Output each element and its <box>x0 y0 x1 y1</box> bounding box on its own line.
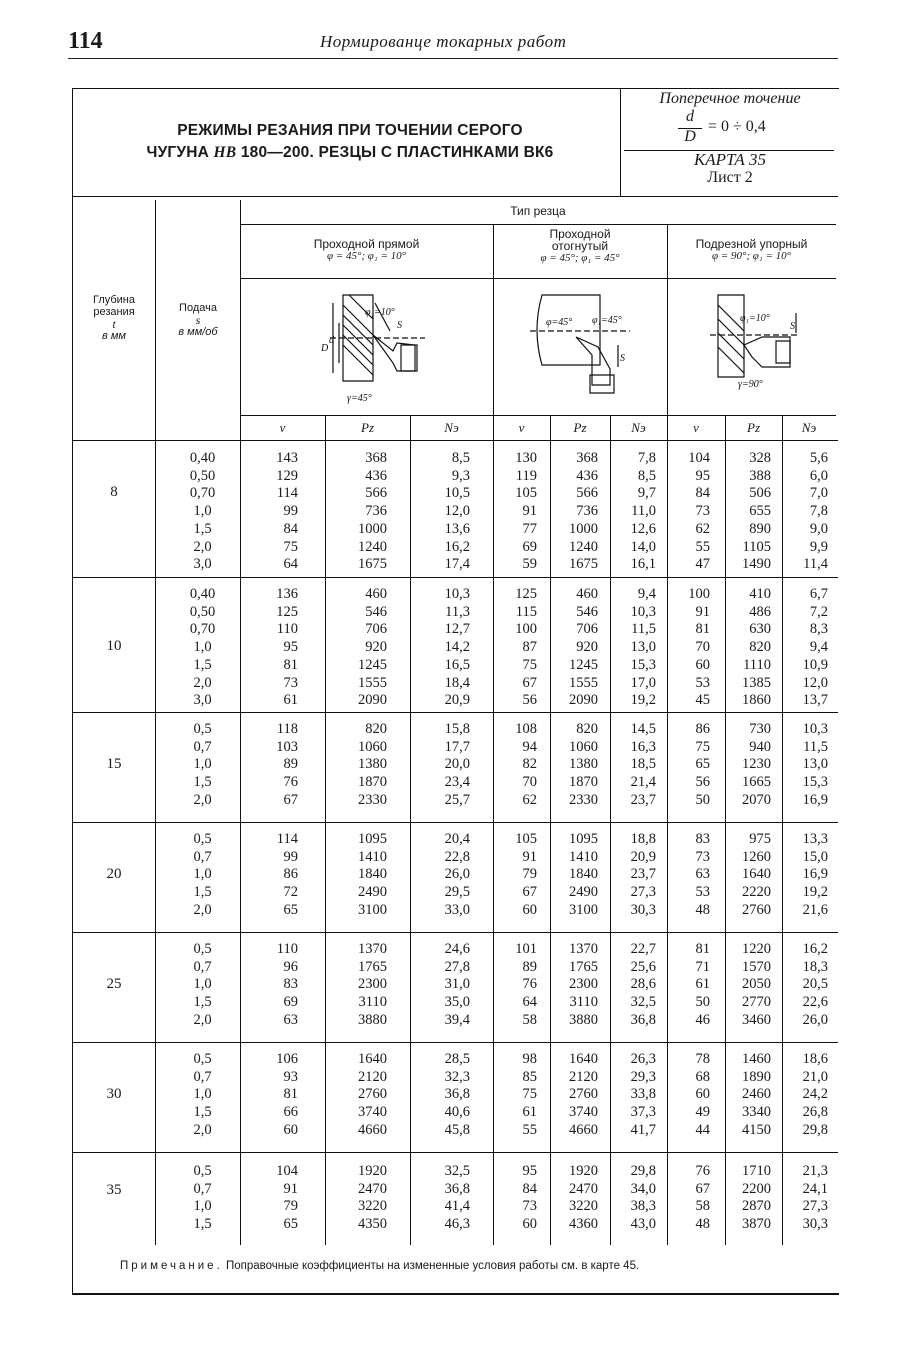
tool-3-v-column: 104 95 84 73 62 55 47 <box>688 450 710 573</box>
tool-2-v-column: 98 85 75 61 55 <box>522 1051 537 1138</box>
sketch-label: φ₁=45° <box>592 315 622 326</box>
sketch-label: S <box>790 321 795 332</box>
feed-column: 0,40 0,50 0,70 1,0 1,5 2,0 3,0 <box>189 450 216 573</box>
tool-2-v-column: 101 89 76 64 58 <box>515 941 537 1028</box>
sub-header-v: v <box>518 420 525 435</box>
tool-3-pz-column: 328 388 506 655 890 1105 1490 <box>742 450 771 573</box>
footnote-text: Поправочные коэффициенты на измененные условия работы см. в карте 45. <box>222 1260 640 1272</box>
tool-3-pz-column: 975 1260 1640 2220 2760 <box>742 831 771 918</box>
col-feed-header: Подача s в мм/об <box>178 302 218 338</box>
tool-1-v-column: 136 125 110 95 81 73 61 <box>276 586 298 709</box>
tool-2-v-column: 125 115 100 87 75 67 56 <box>515 586 537 709</box>
sketch-label: D <box>321 343 329 354</box>
group-separator <box>72 822 838 823</box>
tool-1-header: Проходной прямой φ = 45°; φ₁ = 10° <box>313 237 420 262</box>
tool-3-pz-column: 1220 1570 2050 2770 3460 <box>742 941 771 1028</box>
tool-2-pz-column: 820 1060 1380 1870 2330 <box>569 721 598 808</box>
tool-3-n-column: 13,3 15,0 16,9 19,2 21,6 <box>802 831 828 918</box>
sub-divider <box>725 415 726 1245</box>
tool-2-v-column: 108 94 82 70 62 <box>515 721 537 808</box>
tool-1-n-column: 32,5 36,8 41,4 46,3 <box>444 1163 470 1233</box>
info-formula: d D = 0 ÷ 0,4 <box>622 108 838 152</box>
title-info-divider <box>620 88 621 196</box>
feed-column: 0,5 0,7 1,0 1,5 2,0 <box>193 941 212 1028</box>
sketch-label: γ=90° <box>738 379 763 390</box>
sketch-label: φ=45° <box>546 317 573 328</box>
running-head: Нормированце токарных работ <box>320 32 567 51</box>
tool-3-header: Подрезной упорный φ = 90°; φ₁ = 10° <box>695 237 808 262</box>
tool-1-n-column: 20,4 22,8 26,0 29,5 33,0 <box>444 831 470 918</box>
tool-3-v-column: 76 67 58 48 <box>695 1163 710 1233</box>
tool-2-pz-column: 1640 2120 2760 3740 4660 <box>569 1051 598 1138</box>
tool-2-n-column: 29,8 34,0 38,3 43,0 <box>630 1163 656 1233</box>
group-separator <box>72 712 838 713</box>
sketch-label: d <box>329 335 334 346</box>
tool-3-v-column: 81 71 61 50 46 <box>695 941 710 1028</box>
card-title <box>90 120 610 164</box>
sketch-label: φ₁=10° <box>740 313 770 324</box>
tool-name-rule <box>240 278 836 279</box>
header-bottom-rule <box>72 440 838 441</box>
tool-1-v-column: 104 91 79 65 <box>276 1163 298 1233</box>
tool-3-n-column: 21,3 24,1 27,3 30,3 <box>802 1163 828 1233</box>
col-depth-divider <box>155 200 156 1245</box>
tool-1-pz-column: 1370 1765 2300 3110 3880 <box>358 941 387 1028</box>
tool-3-n-column: 10,3 11,5 13,0 15,3 16,9 <box>802 721 828 808</box>
footnote-label: Примечание. <box>120 1260 223 1272</box>
tool-3-v-column: 100 91 81 70 60 53 45 <box>688 586 710 709</box>
depth-value: 15 <box>106 756 122 772</box>
tool-2-n-column: 26,3 29,3 33,8 37,3 41,7 <box>630 1051 656 1138</box>
tool-3-v-column: 83 73 63 53 48 <box>695 831 710 918</box>
sub-divider <box>610 415 611 1245</box>
tool-3-pz-column: 410 486 630 820 1110 1385 1860 <box>742 586 771 709</box>
tool-1-v-column: 114 99 86 72 65 <box>276 831 298 918</box>
tool-2-header: Проходной отогнутый φ = 45°; φ₁ = 45° <box>540 227 620 264</box>
tool-3-n-column: 5,6 6,0 7,0 7,8 9,0 9,9 11,4 <box>803 450 828 573</box>
tool-3-pz-column: 1460 1890 2460 3340 4150 <box>742 1051 771 1138</box>
sub-header-v: v <box>279 420 286 435</box>
tool-2-pz-column: 1370 1765 2300 3110 3880 <box>569 941 598 1028</box>
tool-divider-1 <box>493 224 494 1245</box>
sketch-rule <box>240 415 836 416</box>
feed-column: 0,5 0,7 1,0 1,5 2,0 <box>193 831 212 918</box>
tool-2-sketch <box>520 285 650 410</box>
sub-header-pz: Pz <box>361 420 374 435</box>
tool-1-sketch <box>305 283 445 413</box>
info-card-number: КАРТА 35 <box>693 150 767 169</box>
depth-value: 20 <box>106 866 122 882</box>
info-sheet: Лист 2 <box>707 169 753 186</box>
tool-2-pz-column: 1095 1410 1840 2490 3100 <box>569 831 598 918</box>
tool-1-pz-column: 368 436 566 736 1000 1240 1675 <box>358 450 387 573</box>
tool-2-v-column: 105 91 79 67 60 <box>515 831 537 918</box>
cutter-type-header: Тип резца <box>510 204 566 218</box>
tool-2-n-column: 22,7 25,6 28,6 32,5 36,8 <box>630 941 656 1028</box>
sub-divider <box>550 415 551 1245</box>
sketch-label: S <box>620 353 625 364</box>
tool-1-v-column: 143 129 114 99 84 75 64 <box>276 450 298 573</box>
tool-1-n-column: 28,5 32,3 36,8 40,6 45,8 <box>444 1051 470 1138</box>
depth-value: 8 <box>110 484 118 500</box>
header-rule <box>68 58 838 59</box>
tool-2-pz-column: 368 436 566 736 1000 1240 1675 <box>569 450 598 573</box>
tool-3-sketch <box>700 283 820 408</box>
sub-header-n: Nэ <box>631 420 646 435</box>
sub-header-n: Nэ <box>444 420 459 435</box>
sub-divider <box>410 415 411 1245</box>
tool-1-n-column: 10,3 11,3 12,7 14,2 16,5 18,4 20,9 <box>444 586 470 709</box>
sketch-label: S <box>397 320 402 331</box>
tool-1-pz-column: 1640 2120 2760 3740 4660 <box>358 1051 387 1138</box>
sub-header-pz: Pz <box>747 420 760 435</box>
feed-column: 0,5 0,7 1,0 1,5 2,0 <box>193 721 212 808</box>
tool-divider-2 <box>667 224 668 1245</box>
sub-divider <box>325 415 326 1245</box>
tool-1-n-column: 8,5 9,3 10,5 12,0 13,6 16,2 17,4 <box>444 450 470 573</box>
info-heading: Поперечное точение <box>659 90 801 107</box>
footnote <box>120 1260 639 1272</box>
tool-2-n-column: 14,5 16,3 18,5 21,4 23,7 <box>630 721 656 808</box>
sketch-label: γ=45° <box>347 393 372 404</box>
tool-3-pz-column: 1710 2200 2870 3870 <box>742 1163 771 1233</box>
group-separator <box>72 1152 838 1153</box>
sub-header-v: v <box>693 420 699 435</box>
tool-3-n-column: 18,6 21,0 24,2 26,8 29,8 <box>802 1051 828 1138</box>
tool-3-v-column: 86 75 65 56 50 <box>695 721 710 808</box>
feed-column: 0,40 0,50 0,70 1,0 1,5 2,0 3,0 <box>189 586 216 709</box>
tool-1-n-column: 24,6 27,8 31,0 35,0 39,4 <box>444 941 470 1028</box>
tool-1-pz-column: 1095 1410 1840 2490 3100 <box>358 831 387 918</box>
tool-1-pz-column: 460 546 706 920 1245 1555 2090 <box>358 586 387 709</box>
tool-2-pz-column: 460 546 706 920 1245 1555 2090 <box>569 586 598 709</box>
tool-1-pz-column: 820 1060 1380 1870 2330 <box>358 721 387 808</box>
depth-value: 10 <box>106 638 122 654</box>
tool-3-v-column: 78 68 60 49 44 <box>695 1051 710 1138</box>
page-number: 114 <box>68 28 103 54</box>
depth-value: 25 <box>106 976 122 992</box>
tool-1-pz-column: 1920 2470 3220 4350 <box>358 1163 387 1233</box>
tool-2-v-column: 130 119 105 91 77 69 59 <box>515 450 537 573</box>
col-depth-header: Глубина резания t в мм <box>92 294 136 342</box>
group-separator <box>72 932 838 933</box>
tool-2-v-column: 95 84 73 60 <box>522 1163 537 1233</box>
sub-header-pz: Pz <box>573 420 587 435</box>
depth-value: 30 <box>106 1086 122 1102</box>
tool-2-n-column: 7,8 8,5 9,7 11,0 12,6 14,0 16,1 <box>630 450 656 573</box>
tool-1-v-column: 106 93 81 66 60 <box>276 1051 298 1138</box>
tool-1-v-column: 118 103 89 76 67 <box>276 721 298 808</box>
card-title-line1: РЕЖИМЫ РЕЗАНИЯ ПРИ ТОЧЕНИИ СЕРОГО <box>177 122 523 139</box>
tool-1-n-column: 15,8 17,7 20,0 23,4 25,7 <box>444 721 470 808</box>
card-title-line2: ЧУГУНА НВ 180—200. РЕЗЦЫ С ПЛАСТИНКАМИ ВК6 <box>146 144 554 161</box>
feed-column: 0,5 0,7 1,0 1,5 2,0 <box>193 1051 212 1138</box>
tool-2-n-column: 9,4 10,3 11,5 13,0 15,3 17,0 19,2 <box>630 586 656 709</box>
group-separator <box>72 577 838 578</box>
tool-3-pz-column: 730 940 1230 1665 2070 <box>742 721 771 808</box>
depth-value: 35 <box>106 1182 122 1198</box>
sub-header-n: Nэ <box>801 420 817 435</box>
cutter-type-rule <box>240 224 836 225</box>
sketch-label: φ₁=10° <box>365 307 395 318</box>
title-bottom-rule <box>72 196 838 197</box>
tool-2-pz-column: 1920 2470 3220 4360 <box>569 1163 598 1233</box>
sub-divider <box>782 415 783 1245</box>
feed-column: 0,5 0,7 1,0 1,5 <box>193 1163 212 1233</box>
col-feed-divider <box>240 200 241 1245</box>
tool-3-n-column: 16,2 18,3 20,5 22,6 26,0 <box>802 941 828 1028</box>
tool-3-n-column: 6,7 7,2 8,3 9,4 10,9 12,0 13,7 <box>802 586 828 709</box>
tool-2-n-column: 18,8 20,9 23,7 27,3 30,3 <box>630 831 656 918</box>
tool-1-v-column: 110 96 83 69 63 <box>276 941 298 1028</box>
group-separator <box>72 1042 838 1043</box>
